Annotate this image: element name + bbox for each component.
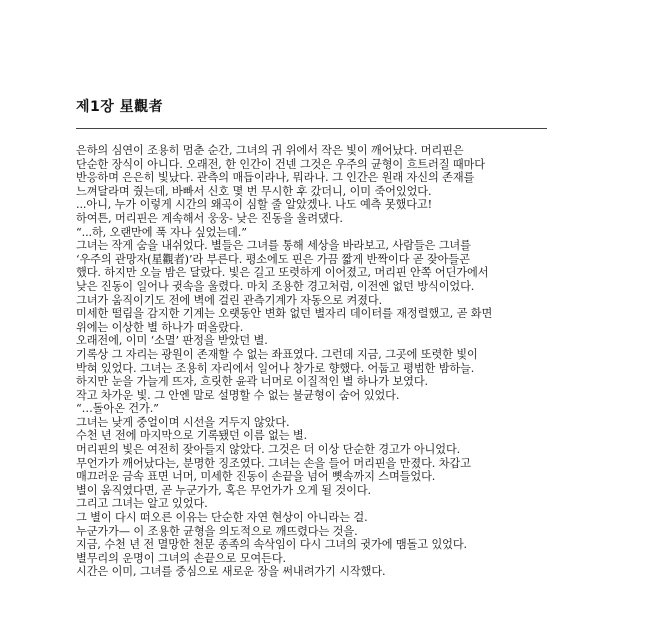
body-line: 반응하며 은은히 빛났다. 관측의 매듭이라나, 뭐라나. 그 인간은 원래 자신의 존재를 (76, 171, 475, 185)
body-line: ...아니, 누가 이렇게 시간의 왜곡이 심할 줄 알았겠나. 나도 예측 못했다고! (76, 198, 433, 212)
body-line: 그 별이 다시 떠오른 이유는 단순한 자연 현상이 아니라는 걸. (76, 511, 368, 525)
body-line: 그리고 그녀는 알고 있었다. (76, 497, 208, 511)
chapter-title: 제1장 星觀者 (76, 99, 164, 115)
chapter-body (76, 144, 580, 579)
body-line: 미세한 떨림을 감지한 기계는 오랫동안 변화 없던 별자리 데이터를 재정렬했고, 곧 화면 (76, 307, 493, 321)
body-line: 별이 움직였다면, 곧 누군가가, 혹은 무언가가 오게 될 것이다. (76, 483, 371, 497)
body-line: 시간은 이미, 그녀를 중심으로 새로운 장을 써내려가기 시작했다. (76, 565, 386, 579)
body-line: 은하의 심연이 조용히 멈춘 순간, 그녀의 귀 위에서 작은 빛이 깨어났다. 머리핀은 (76, 144, 464, 157)
body-line: 낮은 진동이 일어나 귓속을 울렸다. 마치 조용한 경고처럼, 이전엔 없던 방식이었다. (76, 279, 475, 293)
body-line: 누군가가— 이 조용한 균형을 의도적으로 깨뜨렸다는 것을. (76, 524, 358, 538)
body-line: 했다. 하지만 오늘 밤은 달랐다. 빛은 길고 또렷하게 이어졌고, 머리핀 안쪽 어딘가에서 (76, 266, 489, 280)
body-line: 기록상 그 자리는 광원이 존재할 수 없는 좌표였다. 그런데 지금, 그곳에 또렷한 빛이 (76, 347, 478, 361)
body-line: 그녀는 낮게 중얼이며 시선을 거두지 않았다. (76, 415, 290, 429)
body-line: ‘우주의 관망자(星觀者)’라 부른다. 평소에도 핀은 가끔 짧게 반짝이다 곧 잦아들곤 (76, 252, 470, 266)
body-line: 박혀 있었다. 그녀는 조용히 자리에서 일어나 창가로 향했다. 어둡고 평범한 밤하늘. (76, 361, 475, 375)
title-divider (76, 128, 547, 129)
body-line: 지금, 수천 년 전 멸망한 천문 종족의 속삭임이 다시 그녀의 귓가에 맴돌고 있었다. (76, 538, 468, 552)
body-line: 하지만 눈을 가늘게 뜨자, 흐릿한 윤곽 너머로 이질적인 별 하나가 보였다. (76, 375, 428, 389)
body-line: 무언가가 깨어났다는, 분명한 징조였다. 그녀는 손을 들어 머리핀을 만졌다. 차갑고 (76, 456, 471, 470)
body-line: 단순한 장식이 아니다. 오래전, 한 인간이 건넨 그것은 우주의 균형이 흐트러질 때마다 (76, 157, 485, 171)
body-line: 하여튼, 머리핀은 계속해서 웅웅- 낮은 진동을 울려댔다. (76, 211, 343, 225)
body-line: 작고 차가운 빛. 그 안엔 말로 설명할 수 없는 불균형이 숨어 있었다. (76, 388, 400, 402)
body-line: 오래전에, 이미 ‘소멸’ 판정을 받았던 별. (76, 334, 268, 348)
body-line: 별무리의 운명이 그녀의 손끝으로 모여든다. (76, 551, 287, 565)
body-line: 그녀는 작게 숨을 내쉬었다. 별들은 그녀를 통해 세상을 바라보고, 사람들은 그녀를 (76, 239, 471, 253)
body-line: 수천 년 전에 마지막으로 기록됐던 이름 없는 별. (76, 429, 308, 443)
body-line: “…돌아온 건가.” (76, 402, 159, 416)
body-line: 느껴달라며 줬는데, 바빠서 신호 몇 번 무시한 후 갔더니, 이미 죽어있었다. (76, 184, 432, 198)
body-line: 위에는 이상한 별 하나가 떠올랐다. (76, 320, 244, 334)
body-line: 매끄러운 금속 표면 너머, 미세한 진동이 손끝을 넘어 뼛속까지 스며들었다. (76, 470, 436, 484)
body-line: “...하, 오랜만에 푹 자나 싶었는데.” (76, 225, 247, 239)
body-line: 머리핀의 빛은 여전히 잦아들지 않았다. 그것은 더 이상 단순한 경고가 아니었다. (76, 443, 461, 457)
body-line: 그녀가 움직이기도 전에 벽에 걸린 관측기계가 자동으로 켜졌다. (76, 293, 383, 307)
